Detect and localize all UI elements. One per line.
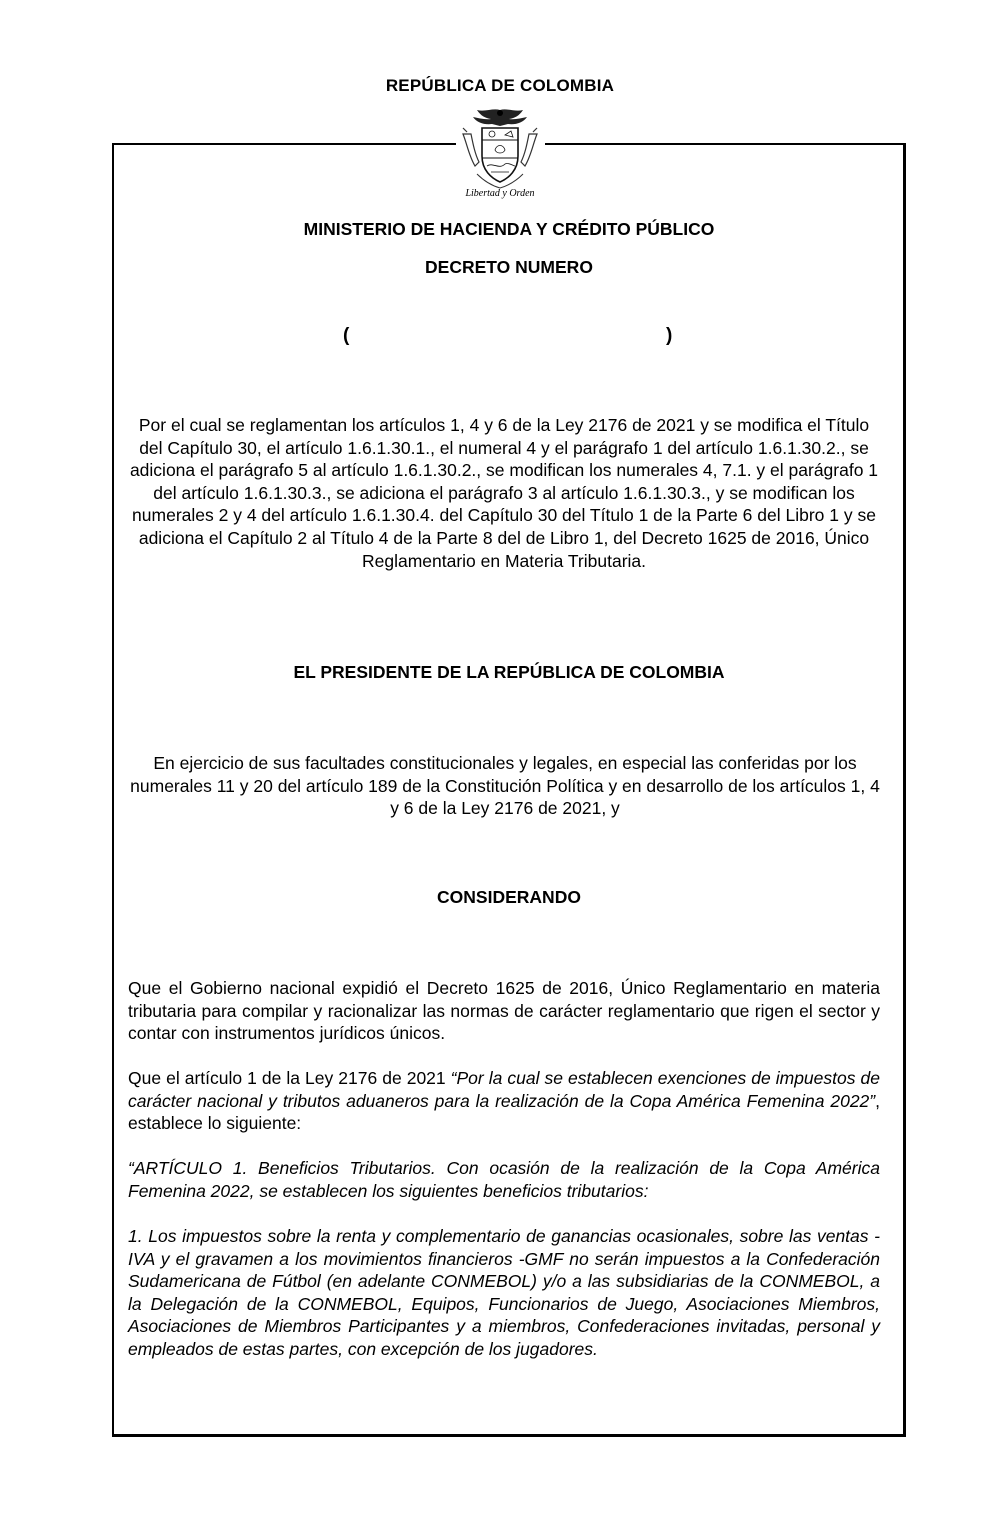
ministry-heading: MINISTERIO DE HACIENDA Y CRÉDITO PÚBLICO <box>303 219 715 239</box>
date-close-paren: ) <box>666 325 673 346</box>
article-1-numeral-1: 1. Los impuestos sobre la renta y complementario de ganancias ocasionales, sobre las ventas -IVA y el gravamen a los movimientos financieros -GMF no serán impuestos a la Confederación Sudamericana de Fútbol (en adelante CONMEBOL) y/o a las subsidiarias de la CONMEBOL, a la Delegación de la CONMEBOL, Equipos, Funcionarios de Juego, Asociaciones Miembros, Asociaciones de Miembros Participantes y a miembros, Confederaciones invitadas, personal y empleados de estas partes, con excepción de los jugadores. <box>128 1226 880 1359</box>
paragraph-2-lead: Que el artículo 1 de la Ley 2176 de 2021 <box>128 1068 451 1088</box>
considerando-paragraph-2 <box>128 1067 880 1135</box>
country-heading: REPÚBLICA DE COLOMBIA <box>385 76 615 95</box>
frame-right-line <box>903 143 906 1437</box>
frame-top-right-line <box>545 143 906 145</box>
frame-bottom-line <box>112 1434 906 1437</box>
seal-motto: Libertad y Orden <box>465 188 535 199</box>
law-title-quote: “Por la cual se establecen exenciones de impuestos de carácter nacional y tributos aduaneros para la realización de la Copa América Femenina 2022” <box>128 1068 880 1111</box>
decree-number-label: DECRETO NUMERO <box>425 257 593 277</box>
frame-top-left-line <box>112 143 456 145</box>
date-open-paren: ( <box>343 325 350 346</box>
considerando-paragraph-1: Que el Gobierno nacional expidió el Decreto 1625 de 2016, Único Reglamentario en materia tributaria para compilar y racionalizar las normas de carácter reglamentario que rigen el sector y contar con instrumentos jurídicos únicos. <box>128 978 880 1044</box>
article-1-heading-quote: “ARTÍCULO 1. Beneficios Tributarios. Con ocasión de la realización de la Copa América Femenina 2022, se establecen los siguientes beneficios tributarios: <box>128 1158 880 1201</box>
paragraph-2-tail: , establece lo siguiente: <box>128 1090 880 1134</box>
considerando-heading: CONSIDERANDO <box>437 887 581 907</box>
decree-epigraph: Por el cual se reglamentan los artículos 1, 4 y 6 de la Ley 2176 de 2021 y se modifica el Título del Capítulo 30, el artículo 1.6.1.30.1., el numeral 4 y el parágrafo 1 del artículo 1.6.1.30.2., se adiciona el parágrafo 5 al artículo 1.6.1.30.2., se modifican los numerales 4, 7.1. y el parágrafo 1 del artículo 1.6.1.30.3., se adiciona el parágrafo 3 al artículo 1.6.1.30.3., y se modifican los numerales 2 y 4 del artículo 1.6.1.30.4. del Capítulo 30 del Título 1 de la Parte 6 del Libro 1 y se adiciona el Capítulo 2 al Título 4 de la Parte 8 del de Libro 1, del Decreto 1625 de 2016, Único Reglamentario en Materia Tributaria. <box>129 415 879 571</box>
authority-heading: EL PRESIDENTE DE LA REPÚBLICA DE COLOMBIA <box>293 662 725 682</box>
powers-paragraph: En ejercicio de sus facultades constitucionales y legales, en especial las conferidas por los numerales 11 y 20 del artículo 189 de la Constitución Política y en desarrollo de los artículos 1, 4 y 6 de la Ley 2176 de 2021, y <box>130 753 880 819</box>
frame-left-line <box>112 143 114 1437</box>
